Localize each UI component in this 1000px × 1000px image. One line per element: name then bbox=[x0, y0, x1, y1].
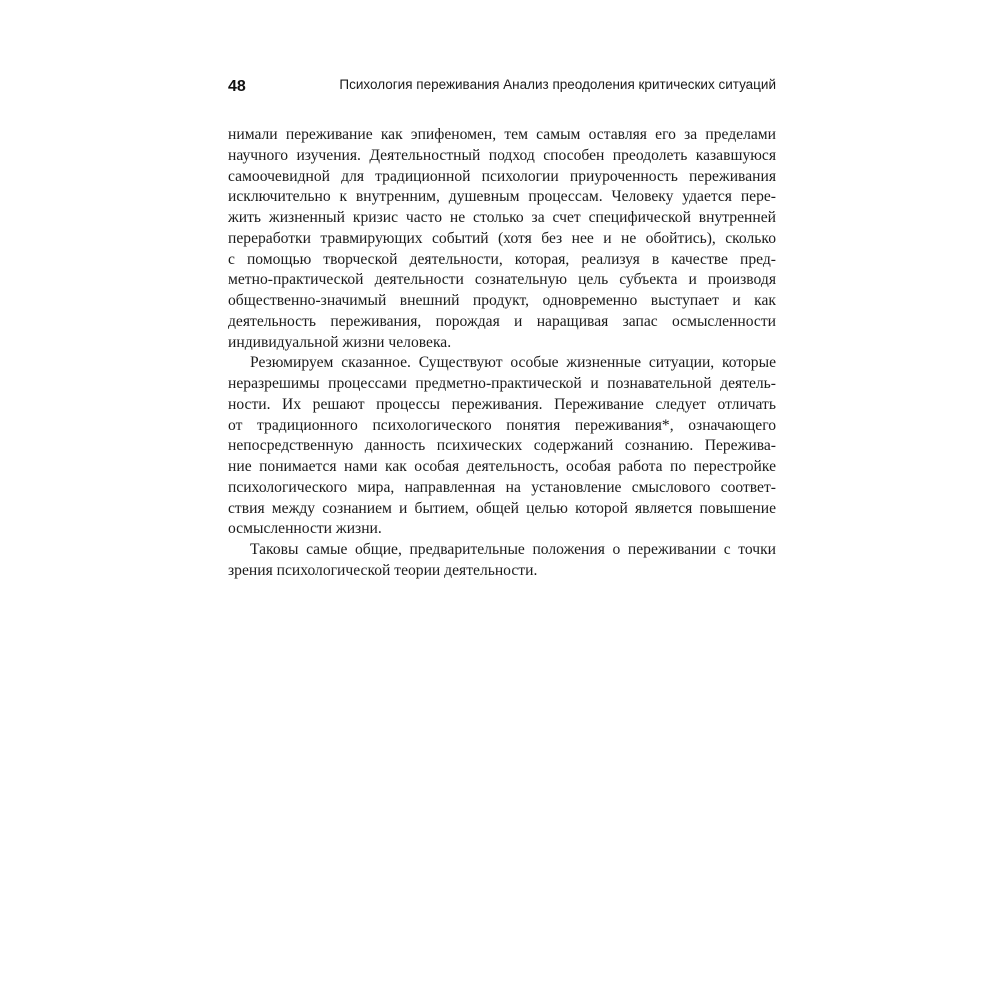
text-line: психологического мира, направленная на установление смыслового соответ- bbox=[228, 478, 776, 496]
text-line: переработки травмирующих событий (хотя без нее и не обойтись), сколько bbox=[228, 229, 776, 247]
text-line: ности. Их решают процессы переживания. Переживание следует отличать bbox=[228, 395, 776, 413]
text-line: ние понимается нами как особая деятельность, особая работа по перестройке bbox=[228, 458, 776, 475]
text-line: от традиционного психологического понятия переживания*, означающего bbox=[228, 416, 776, 434]
text-line: зрения психологической теории деятельности. bbox=[228, 561, 538, 579]
text-line: ствия между сознанием и бытием, общей целью которой является повышение bbox=[228, 499, 776, 517]
text-line: индивидуальной жизни человека. bbox=[228, 333, 452, 351]
paragraph-2 bbox=[228, 353, 776, 540]
body-text bbox=[228, 125, 776, 582]
text-line: жить жизненный кризис часто не столько за счет специфической внутренней bbox=[228, 209, 776, 226]
text-line: деятельность переживания, порождая и наращивая запас осмысленности bbox=[228, 312, 776, 330]
text-line: Резюмируем сказанное. Существуют особые жизненные ситуации, которые bbox=[250, 354, 776, 372]
text-line: осмысленности жизни. bbox=[228, 520, 382, 538]
paragraph-1 bbox=[228, 125, 776, 353]
running-head bbox=[228, 74, 776, 100]
text-line: с помощью творческой деятельности, которая, реализуя в качестве пред- bbox=[228, 250, 776, 268]
paragraph-3 bbox=[228, 540, 776, 582]
text-line: самоочевидной для традиционной психологии приуроченность переживания bbox=[228, 167, 776, 185]
text-line: исключительно к внутренним, душевным процессам. Человеку удается пере- bbox=[228, 188, 776, 206]
text-line: непосредственную данность психических содержаний сознанию. Пережива- bbox=[228, 437, 776, 455]
text-line: общественно-значимый внешний продукт, одновременно выступает и как bbox=[228, 292, 776, 309]
page-number: 48 bbox=[228, 78, 246, 95]
text-line: Таковы самые общие, предварительные положения о переживании с точки bbox=[250, 541, 776, 558]
running-title: Психология переживания Анализ преодоления критических ситуаций bbox=[339, 77, 776, 92]
text-line: нимали переживание как эпифеномен, тем самым оставляя его за пределами bbox=[228, 126, 776, 143]
text-line: научного изучения. Деятельностный подход способен преодолеть казавшуюся bbox=[228, 146, 776, 164]
text-line: метно-практической деятельности сознательную цель субъекта и производя bbox=[228, 271, 776, 289]
text-line: неразрешимы процессами предметно-практической и познавательной деятель- bbox=[228, 375, 776, 392]
